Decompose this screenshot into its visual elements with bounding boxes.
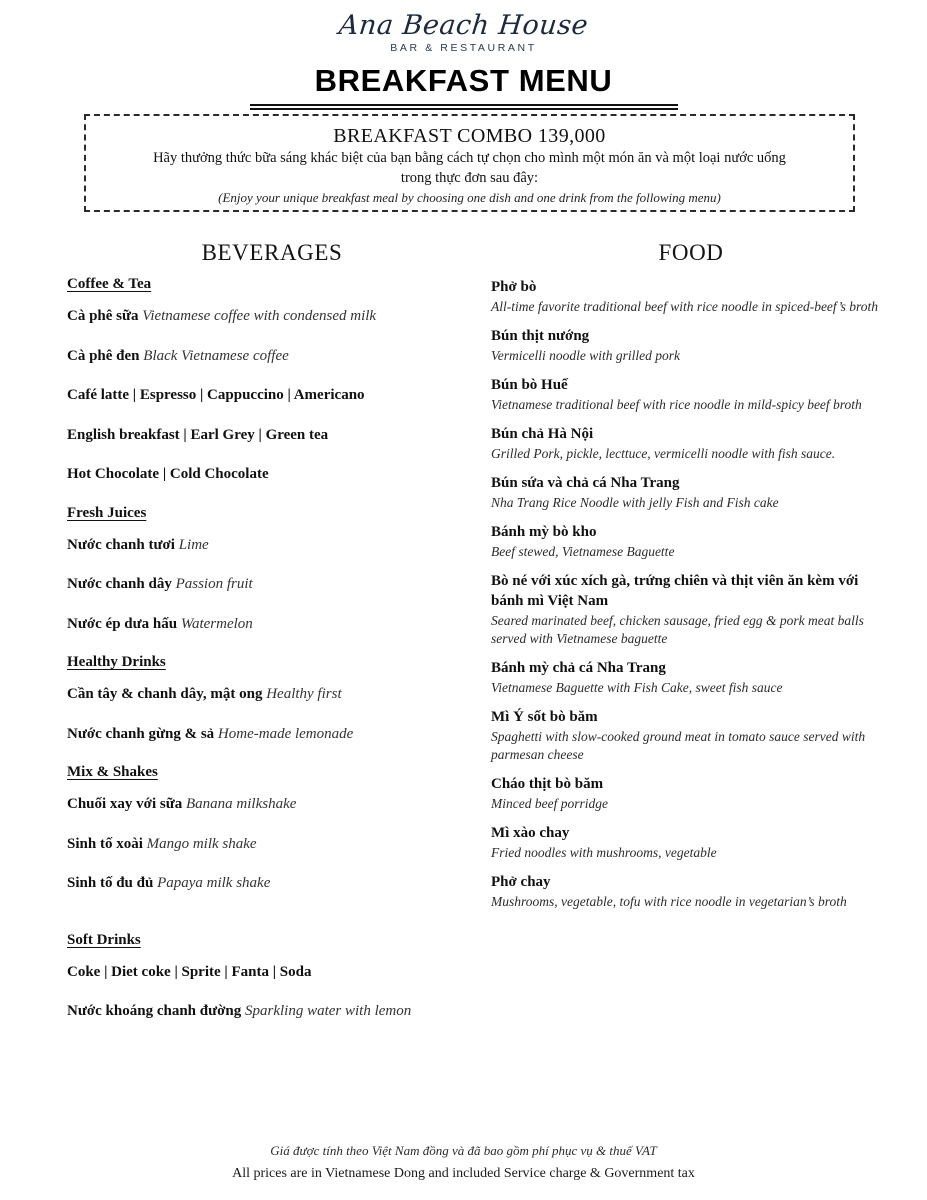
combo-description-line-2: trong thực đơn sau đây: [400, 169, 539, 186]
food-item [491, 327, 891, 365]
food-item [491, 278, 891, 316]
beverage-item-description: Black Vietnamese coffee [143, 347, 289, 364]
food-item-description: Beef stewed, Vietnamese Baguette [491, 543, 675, 559]
food-item [491, 474, 891, 512]
food-item-name: Bún sứa và chả cá Nha Trang [491, 475, 680, 492]
beverage-item-description: Passion fruit [175, 576, 253, 592]
beverage-group [62, 276, 482, 485]
food-item [491, 824, 891, 862]
food-heading: FOOD [658, 240, 724, 265]
breakfast-combo-box [84, 114, 855, 212]
beverage-item-name: Chuối xay với sữa [67, 796, 186, 812]
beverages-groups [62, 276, 482, 1022]
food-item-name: Bún chả Hà Nội [491, 426, 594, 443]
beverage-group-title: Coffee & Tea [67, 276, 152, 292]
beverage-item [67, 1002, 482, 1022]
food-item [491, 659, 891, 697]
food-item [491, 523, 891, 561]
food-item-description: Nha Trang Rice Noodle with jelly Fish and Fish cake [491, 494, 779, 510]
beverage-item [67, 536, 482, 556]
beverage-item [67, 874, 482, 894]
food-item-name: Bún thịt nướng [491, 328, 590, 345]
section-spacer [62, 914, 482, 932]
menu-columns [0, 240, 927, 1042]
beverage-item [67, 725, 482, 745]
beverage-item-name: Nước chanh dây [67, 576, 176, 592]
food-item-description: Mushrooms, vegetable, tofu with rice noodle in vegetarian’s broth [491, 894, 847, 910]
beverage-item [67, 465, 482, 485]
food-item-name: Bánh mỳ chả cá Nha Trang [491, 660, 666, 677]
combo-title: BREAKFAST COMBO 139,000 [333, 125, 606, 147]
beverage-item-name: Nước ép dưa hấu [67, 615, 181, 632]
beverage-item [67, 685, 482, 705]
food-item-description: Vietnamese Baguette with Fish Cake, sweet fish sauce [491, 679, 783, 695]
food-item-name: Bò né với xúc xích gà, trứng chiên và thịt viên ăn kèm với bánh mì Việt Nam [491, 573, 859, 609]
beverage-item-description: Watermelon [180, 615, 253, 632]
food-item-name: Bánh mỳ bò kho [491, 524, 597, 541]
beverage-item-name: Cần tây & chanh dây, mật ong [67, 686, 267, 702]
food-column [491, 240, 891, 922]
food-item-description: All-time favorite traditional beef with rice noodle in spiced-beef’s broth [491, 298, 879, 314]
beverage-item-name: English breakfast | Earl Grey | Green tea [67, 426, 329, 443]
beverages-heading: BEVERAGES [201, 240, 343, 265]
food-item-name: Phở bò [491, 279, 537, 295]
food-item-name: Bún bò Huế [491, 377, 568, 394]
food-item-description: Vermicelli noodle with grilled pork [491, 347, 680, 363]
beverage-group [62, 654, 482, 744]
beverage-item-name: Sinh tố xoài [67, 835, 147, 852]
beverage-item-name: Cà phê sữa [67, 308, 143, 324]
food-item [491, 708, 891, 764]
beverage-item-description: Home-made lemonade [217, 725, 354, 742]
food-items [491, 278, 891, 911]
beverage-item [67, 575, 482, 595]
page-title: BREAKFAST MENU [314, 63, 613, 99]
beverage-item-name: Nước khoáng chanh đường [67, 1003, 246, 1019]
food-item [491, 775, 891, 813]
food-item-name: Mì Ý sốt bò băm [491, 709, 598, 726]
beverage-group [62, 932, 482, 1022]
beverage-item [67, 963, 482, 983]
footer-note-english: All prices are in Vietnamese Dong and included Service charge & Government tax [232, 1166, 695, 1181]
beverage-group-title: Mix & Shakes [67, 764, 158, 780]
brand-logo-name: Ana Beach House [337, 10, 590, 41]
beverage-group-title: Fresh Juices [67, 504, 147, 521]
beverage-item-description: Vietnamese coffee with condensed milk [142, 308, 377, 324]
combo-description-english: (Enjoy your unique breakfast meal by choosing one dish and one drink from the following menu) [218, 190, 721, 206]
food-item [491, 873, 891, 911]
beverage-item [67, 307, 482, 327]
beverage-item-description: Healthy first [266, 686, 342, 702]
beverage-item [67, 615, 482, 635]
beverage-item-description: Banana milkshake [186, 796, 297, 812]
food-item-description: Fried noodles with mushrooms, vegetable [491, 845, 717, 861]
beverage-group [62, 764, 482, 894]
beverage-item-name: Café latte | Espresso | Cappuccino | Americano [67, 387, 365, 403]
food-item [491, 425, 891, 463]
beverage-item [67, 347, 482, 367]
title-divider [250, 104, 678, 110]
food-item-name: Mì xào chay [491, 825, 570, 842]
beverage-group [62, 505, 482, 635]
food-item-description: Minced beef porridge [491, 796, 608, 812]
beverage-item-name: Coke | Diet coke | Sprite | Fanta | Soda [67, 963, 312, 980]
beverage-item-name: Nước chanh gừng & sả [67, 725, 218, 742]
food-item-description: Grilled Pork, pickle, lecttuce, vermicelli noodle with fish sauce. [491, 445, 836, 461]
brand-tagline: BAR & RESTAURANT [390, 42, 537, 55]
footer-note-vietnamese: Giá được tính theo Việt Nam đồng và đã bao gồm phí phục vụ & thuế VAT [270, 1143, 657, 1158]
food-item [491, 376, 891, 414]
food-item-description: Seared marinated beef, chicken sausage, fried egg & pork meat balls served with Vietnamese baguette [491, 612, 864, 646]
beverage-item-description: Sparkling water with lemon [245, 1003, 412, 1019]
menu-footer [0, 1143, 927, 1182]
combo-description-line-1: Hãy thưởng thức bữa sáng khác biệt của bạn bằng cách tự chọn cho mình một món ăn và một loại nước uống [153, 150, 786, 166]
food-item-name: Cháo thịt bò băm [491, 776, 604, 793]
beverage-item-name: Sinh tố đu đủ [67, 875, 158, 891]
food-item [491, 572, 891, 648]
beverage-item-name: Nước chanh tươi [67, 536, 179, 553]
beverage-item [67, 426, 482, 446]
food-item-description: Spaghetti with slow-cooked ground meat in tomato sauce served with parmesan cheese [491, 728, 866, 763]
beverage-item-description: Mango milk shake [146, 835, 257, 852]
beverage-item [67, 795, 482, 815]
menu-header [0, 0, 927, 110]
beverage-item [67, 835, 482, 855]
beverage-item-name: Cà phê đen [67, 347, 144, 364]
beverages-column [62, 240, 482, 1042]
food-item-description: Vietnamese traditional beef with rice noodle in mild-spicy beef broth [491, 396, 862, 412]
beverage-group-title: Healthy Drinks [67, 654, 166, 670]
food-item-name: Phở chay [491, 874, 551, 891]
beverage-item-name: Hot Chocolate | Cold Chocolate [67, 466, 269, 482]
beverage-group-title: Soft Drinks [67, 931, 141, 948]
beverage-item-description: Papaya milk shake [157, 875, 271, 891]
beverage-item-description: Lime [178, 536, 209, 553]
beverage-item [67, 386, 482, 406]
